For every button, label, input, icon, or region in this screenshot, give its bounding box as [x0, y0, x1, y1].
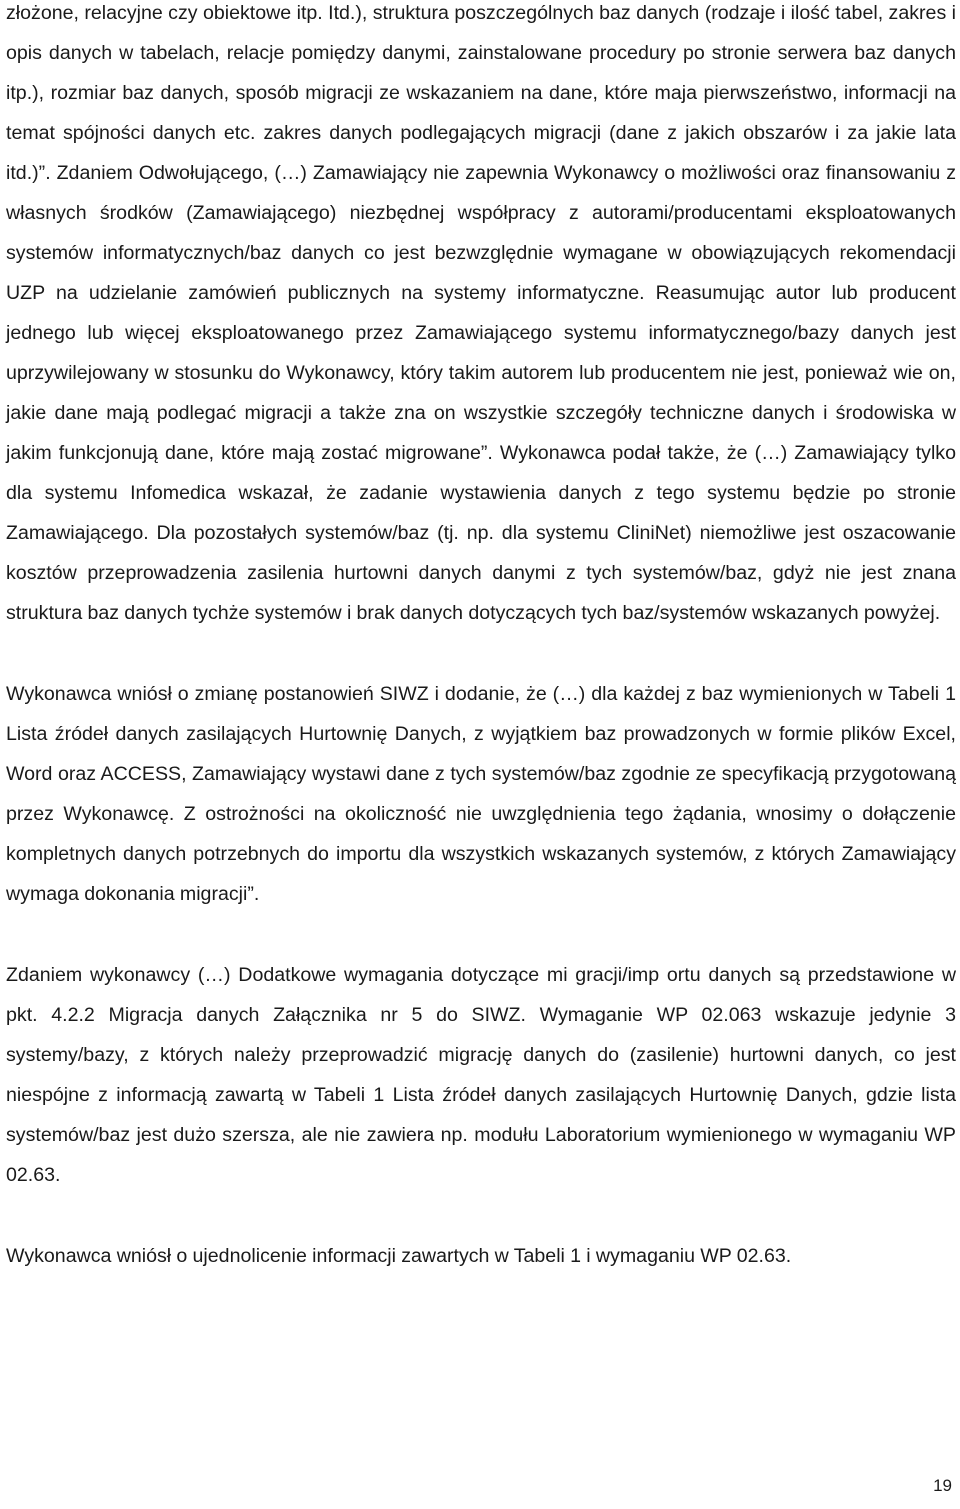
- paragraph-gap: [6, 1195, 956, 1236]
- paragraph-3: Zdaniem wykonawcy (…) Dodatkowe wymagania dotyczące mi gracji/imp ortu danych są przedstawione w pkt. 4.2.2 Migracja danych Załącznika nr 5 do SIWZ. Wymaganie WP 02.063 wskazuje jedynie 3 systemy/bazy, z których należy przeprowadzić migrację danych do (zasilenie) hurtowni danych, co jest niespójne z informacją zawartą w Tabeli 1 Lista źródeł danych zasilających Hurtownię Danych, gdzie lista systemów/baz jest dużo szersza, ale nie zawiera np. modułu Laboratorium wymienionego w wymaganiu WP 02.63.: [6, 964, 956, 1186]
- page-number: 19: [933, 1476, 952, 1495]
- paragraph-4: Wykonawca wniósł o ujednolicenie informacji zawartych w Tabeli 1 i wymaganiu WP 02.63.: [6, 1245, 792, 1267]
- paragraph-1: złożone, relacyjne czy obiektowe itp. Itd.), struktura poszczególnych baz danych (rodzaje i ilość tabel, zakres i opis danych w tabelach, relacje pomiędzy danymi, zainstalowane procedury po stronie serwera baz danych itp.), rozmiar baz danych, sposób migracji ze wskazaniem na dane, które maja pierwszeństwo, informacji na temat spójności danych etc. zakres danych podlegających migracji (dane z jakich obszarów i za jakie lata itd.)”. Zdaniem Odwołującego, (…) Zamawiający nie zapewnia Wykonawcy o możliwości oraz finansowaniu z własnych środków (Zamawiającego) niezbędnej współpracy z autorami/producentami eksploatowanych systemów informatycznych/baz danych co jest bezwzględnie wymagane w obowiązujących rekomendacji UZP na udzielanie zamówień publicznych na systemy informatyczne. Reasumując autor lub producent jednego lub więcej eksploatowanego przez Zamawiającego systemu informatycznego/bazy danych jest uprzywilejowany w stosunku do Wykonawcy, który takim autorem lub producentem nie jest, ponieważ wie on, jakie dane mają podlegać migracji a także zna on wszystkie szczegóły techniczne danych i środowiska w jakim funkcjonują dane, które mają zostać migrowane”. Wykonawca podał także, że (…) Zamawiający tylko dla systemu Infomedica wskazał, że zadanie wystawienia danych z tego systemu będzie po stronie Zamawiającego. Dla pozostałych systemów/baz (tj. np. dla systemu CliniNet) niemożliwe jest oszacowanie kosztów przeprowadzenia zasilenia hurtowni danych danymi z tych systemów/baz, gdyż nie jest znana struktura baz danych tychże systemów i brak danych dotyczących tych baz/systemów wskazanych powyżej.: [6, 2, 956, 624]
- document-page: [6, 0, 956, 1276]
- paragraph-gap: [6, 914, 956, 955]
- paragraph-2: Wykonawca wniósł o zmianę postanowień SIWZ i dodanie, że (…) dla każdej z baz wymienionych w Tabeli 1 Lista źródeł danych zasilających Hurtownię Danych, z wyjątkiem baz prowadzonych w formie plików Excel, Word oraz ACCESS, Zamawiający wystawi dane z tych systemów/baz zgodnie ze specyfikacją przygotowaną przez Wykonawcę. Z ostrożności na okoliczność nie uwzględnienia tego żądania, wnosimy o dołączenie kompletnych danych potrzebnych do importu dla wszystkich wskazanych systemów, z których Zamawiający wymaga dokonania migracji”.: [6, 683, 956, 905]
- paragraph-gap: [6, 633, 956, 674]
